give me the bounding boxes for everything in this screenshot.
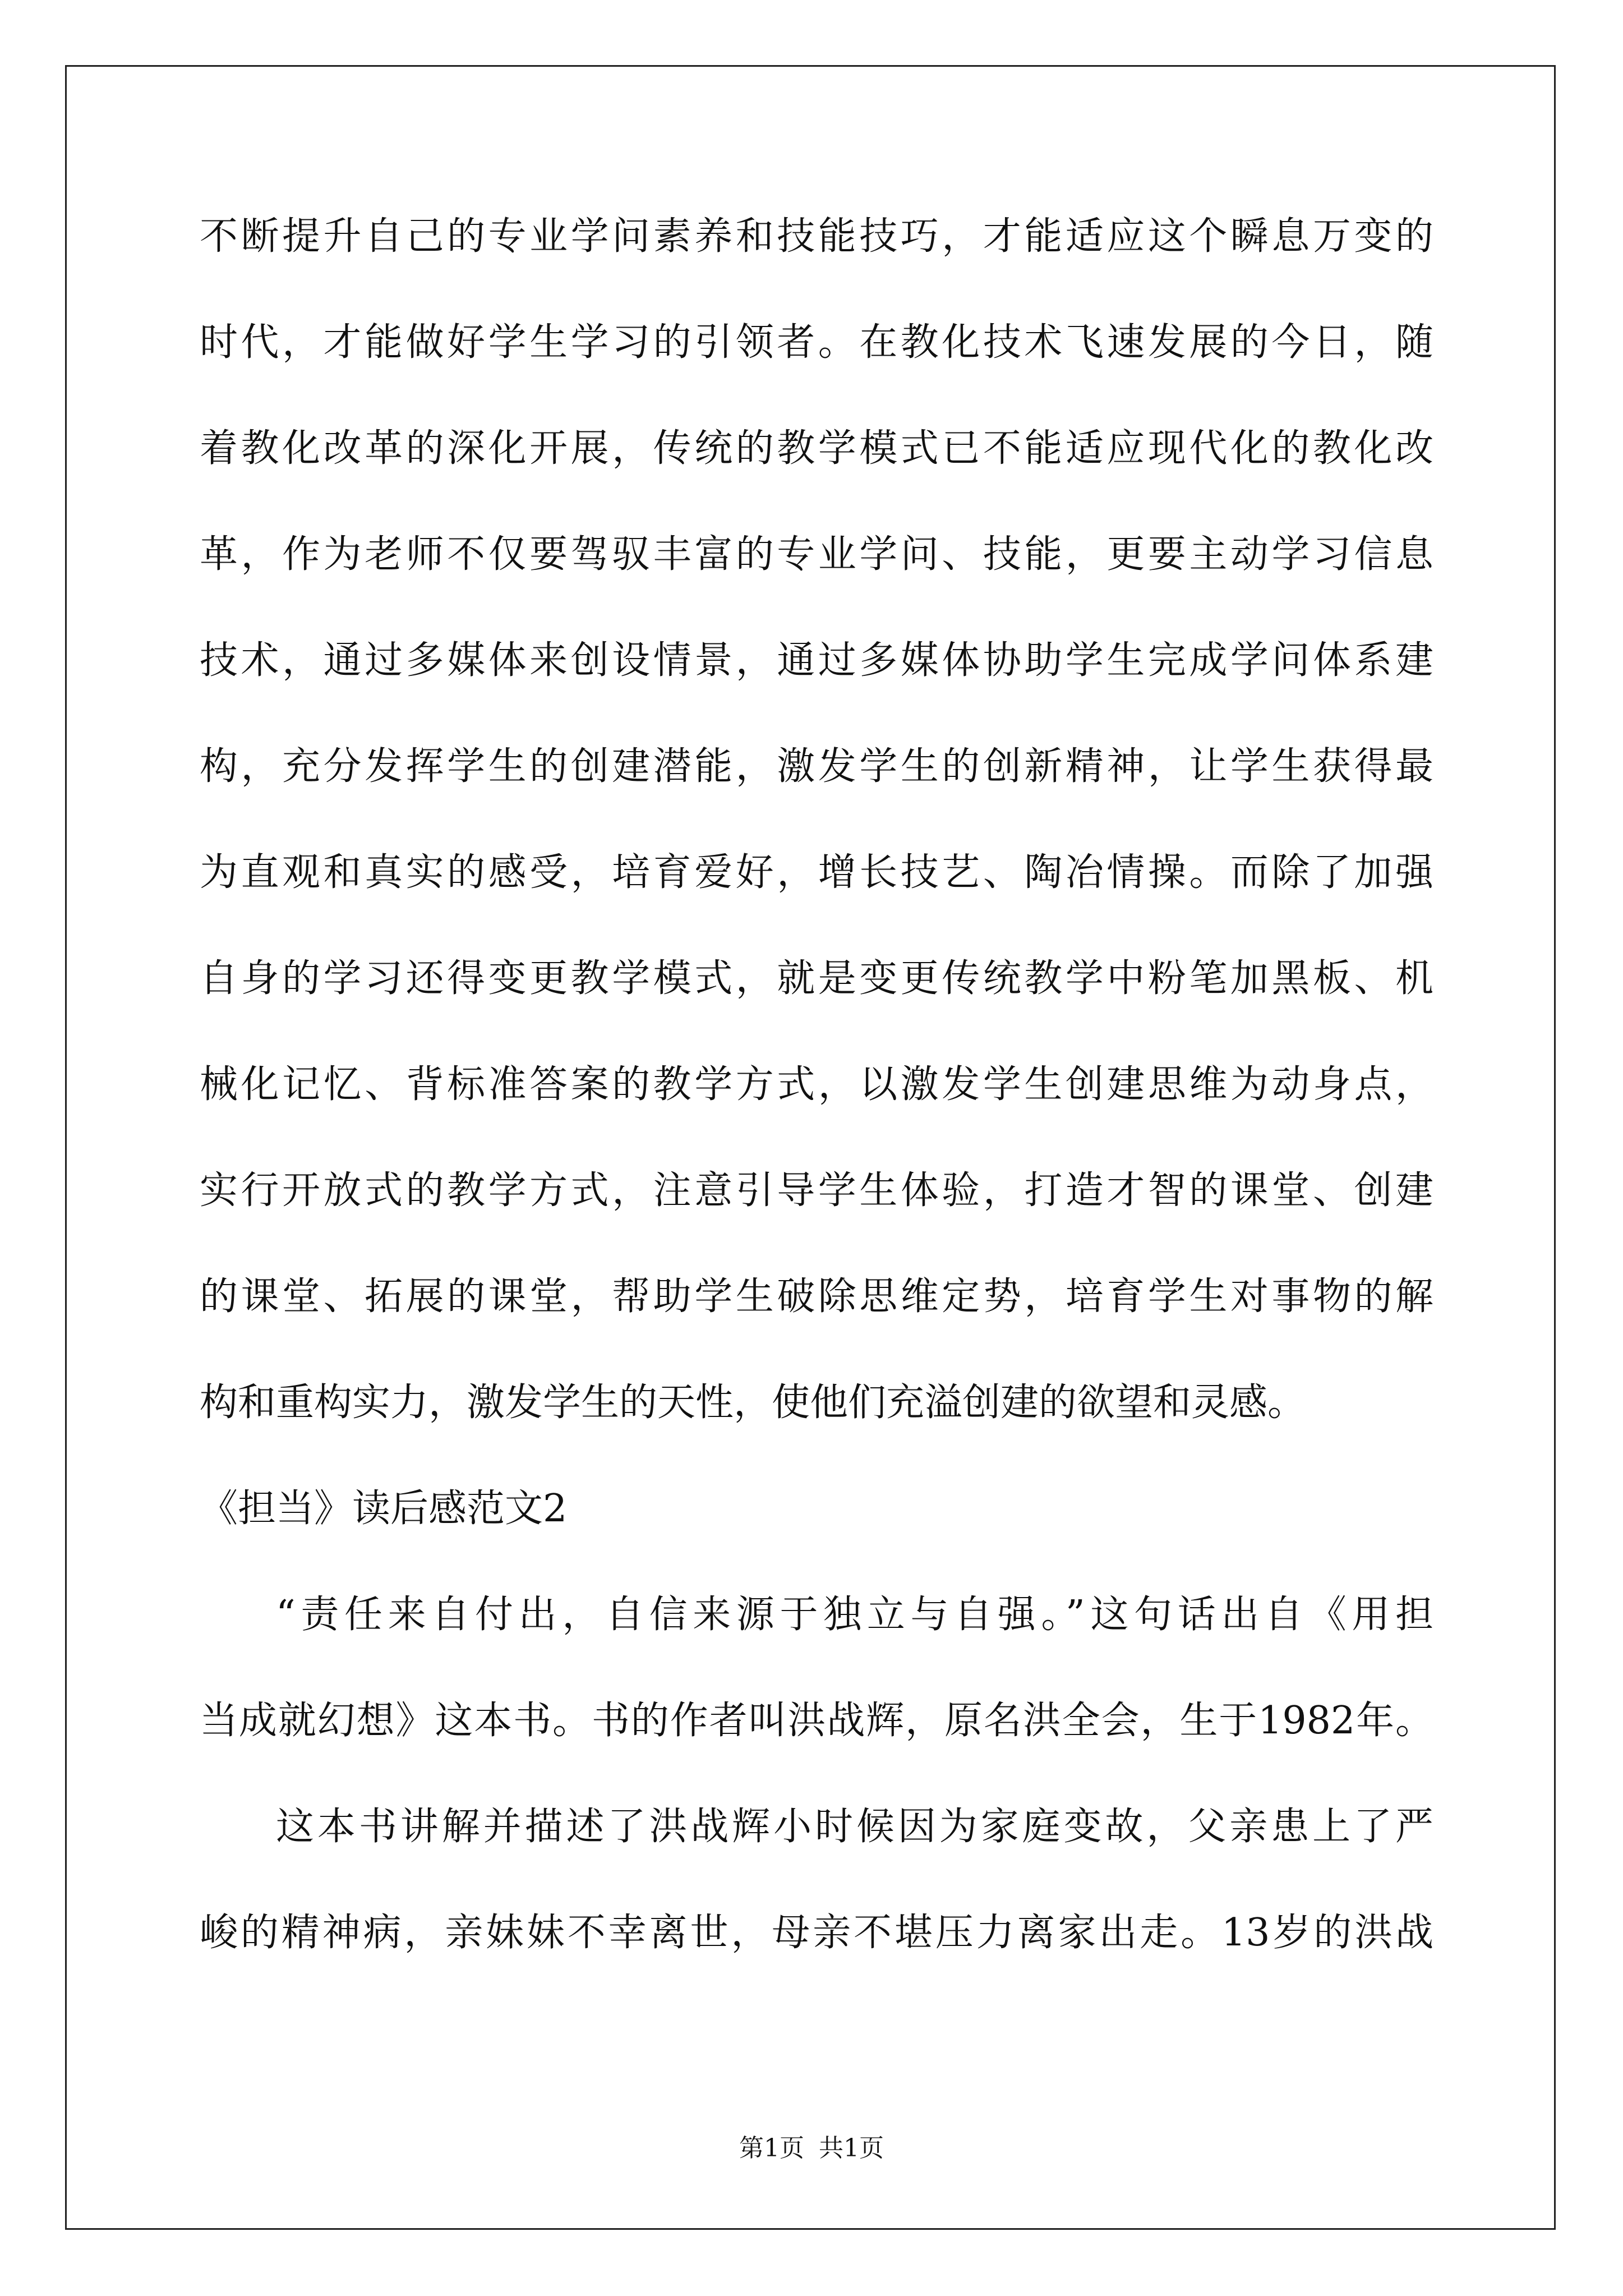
text-line-indented: “责任来自付出，自信来源于独立与自强。”这句话出自《用担 [276, 1593, 1433, 1637]
text-line: 自身的学习还得变更教学模式，就是变更传统教学中粉笔加黑板、机 [200, 956, 1433, 1001]
text-line: 峻的精神病，亲妹妹不幸离世，母亲不堪压力离家出走。13岁的洪战 [200, 1911, 1433, 1955]
text-line: 不断提升自己的专业学问素养和技能技巧，才能适应这个瞬息万变的 [200, 214, 1433, 259]
section-heading: 《担当》读后感范文2 [200, 1487, 568, 1531]
text-line: 当成就幻想》这本书。书的作者叫洪战辉，原名洪全会，生于1982年。 [200, 1699, 1433, 1743]
page-number: 第1页 [739, 2134, 804, 2162]
text-line: 时代，才能做好学生学习的引领者。在教化技术飞速发展的今日，随 [200, 320, 1433, 365]
text-line: 构和重构实力，激发学生的天性，使他们充溢创建的欲望和灵感。 [200, 1381, 1306, 1425]
text-line: 革，作为老师不仅要驾驭丰富的专业学问、技能，更要主动学习信息 [200, 532, 1433, 577]
text-line: 械化记忆、背标准答案的教学方式，以激发学生创建思维为动身点， [200, 1062, 1433, 1107]
text-line: 的课堂、拓展的课堂，帮助学生破除思维定势，培育学生对事物的解 [200, 1274, 1433, 1319]
text-line: 着教化改革的深化开展，传统的教学模式已不能适应现代化的教化改 [200, 426, 1433, 471]
text-line-indented: 这本书讲解并描述了洪战辉小时候因为家庭变故，父亲患上了严 [276, 1805, 1433, 1849]
text-line: 构，充分发挥学生的创建潜能，激发学生的创新精神，让学生获得最 [200, 744, 1433, 789]
text-line: 实行开放式的教学方式，注意引导学生体验，打造才智的课堂、创建 [200, 1168, 1433, 1213]
text-line: 技术，通过多媒体来创设情景，通过多媒体协助学生完成学问体系建 [200, 638, 1433, 683]
page-total: 共1页 [819, 2134, 884, 2162]
text-line: 为直观和真实的感受，培育爱好，增长技艺、陶冶情操。而除了加强 [200, 850, 1433, 895]
page-footer [0, 2132, 1623, 2165]
